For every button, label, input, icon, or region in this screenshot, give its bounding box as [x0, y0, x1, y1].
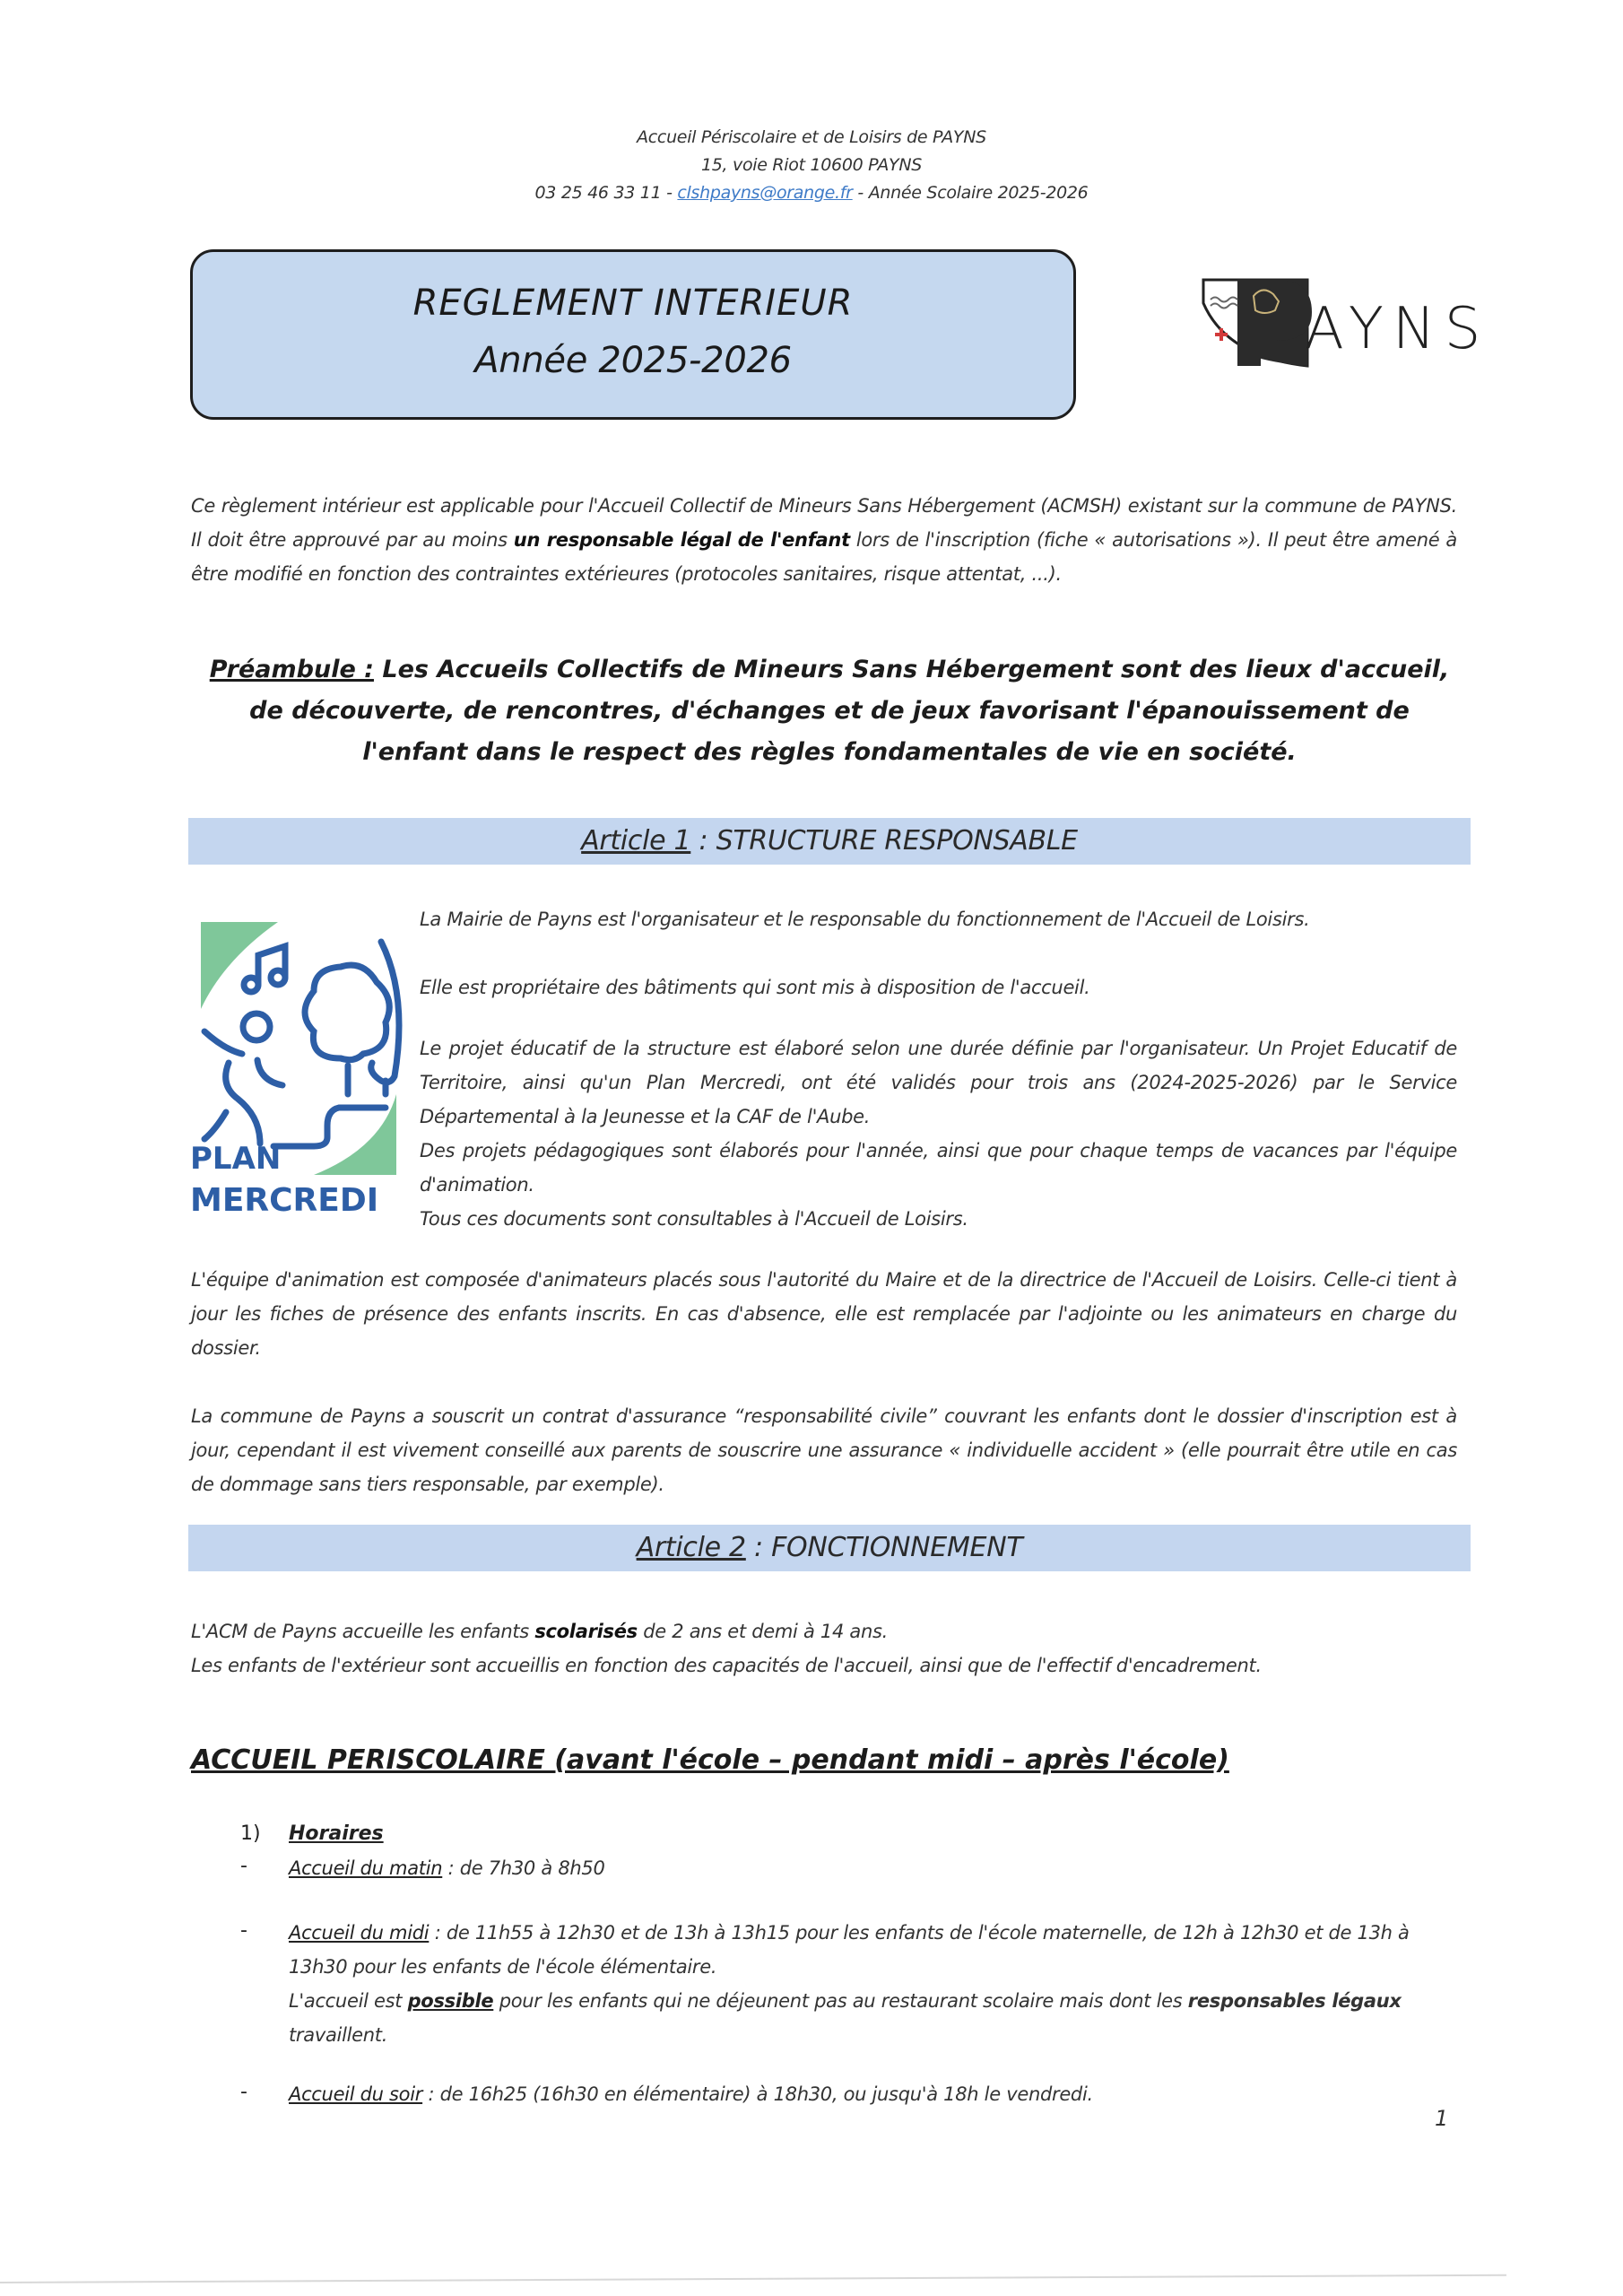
horaire-text: : de 16h25 (16h30 en élémentaire) à 18h30, ou jusqu'à 18h le vendredi. [422, 2083, 1093, 2105]
preamble-label: Préambule : [209, 656, 374, 683]
tree-icon [273, 942, 399, 1146]
article-1-title: STRUCTURE RESPONSABLE [716, 825, 1078, 857]
plan-mercredi-line1: PLAN [190, 1141, 282, 1177]
horaire-label: Accueil du matin [289, 1857, 443, 1879]
midi-note [289, 1984, 1459, 2052]
separator: : [690, 825, 716, 857]
section-horaires-title: Horaires [289, 1822, 384, 1845]
preamble-text: Les Accueils Collectifs de Mineurs Sans Hébergement sont des lieux d'accueil, de découverte, de rencontres, d'échanges et de jeux favorisant l'épanouissement de l'enfant dans le respect des règles fondamentales de vie en société. [249, 656, 1450, 766]
article-2-p2: Les enfants de l'extérieur sont accueillis en fonction des capacités de l'accueil, ainsi que de l'effectif d'encadrement. [191, 1655, 1262, 1676]
article-1-p5: Tous ces documents sont consultables à l'Accueil de Loisirs. [420, 1208, 968, 1230]
article-2-text-cont: de 2 ans et demi à 14 ans. [637, 1621, 888, 1642]
header-address: 15, voie Riot 10600 PAYNS [700, 155, 923, 175]
article-1-p4: Des projets pédagogiques sont élaborés pour l'année, ainsi que pour chaque temps de vacances par l'équipe d'animation. [420, 1140, 1457, 1196]
horaire-label: Accueil du soir [289, 2083, 423, 2105]
article-1-p3: Le projet éducatif de la structure est élaboré selon une durée définie par l'organisateur. Un Projet Educatif de Territoire, ainsi qu'un Plan Mercredi, ont été validés pour trois ans (2024-2025-2026) par le Service Départemental à la Jeunesse et la CAF de l'Aube. [420, 1038, 1457, 1127]
article-1-header [188, 818, 1471, 865]
article-2-text: L'ACM de Payns accueille les enfants [191, 1621, 535, 1642]
article-2-p1 [191, 1614, 1457, 1648]
midi-note-possible: possible [407, 1990, 494, 2012]
intro-text-cont: lors de l'inscription (fiche « autorisations »). Il peut être amené à être modifié en fonction des contraintes extérieures (protocoles sanitaires, risque attentat, ...). [191, 529, 1457, 585]
article-1-p2: Elle est propriétaire des bâtiments qui sont mis à disposition de l'accueil. [420, 977, 1090, 998]
header-contact [0, 179, 1623, 207]
person-icon [204, 1013, 282, 1144]
bullet: - [240, 1855, 247, 1877]
header-school-year: Année Scolaire 2025-2026 [868, 183, 1089, 203]
horaire-item-matin [289, 1851, 1459, 1885]
plan-mercredi-logo [188, 906, 408, 1229]
document-title: REGLEMENT INTERIEUR [412, 283, 854, 324]
intro-text: Ce règlement intérieur est applicable pour l'Accueil Collectif de Mineurs Sans Hébergement (ACMSH) existant sur la commune de PAYNS. Il doit être approuvé par au moins [191, 495, 1457, 551]
plan-mercredi-line2: MERCREDI [190, 1182, 379, 1219]
horaire-item-soir [289, 2077, 1459, 2111]
page-number: 1 [1435, 2106, 1448, 2131]
bullet: - [240, 2081, 247, 2103]
header-org-name: Accueil Périscolaire et de Loisirs de PAYNS [637, 127, 986, 147]
article-2-title: FONCTIONNEMENT [771, 1532, 1023, 1563]
horaire-text: : de 7h30 à 8h50 [442, 1857, 605, 1879]
separator: - [852, 183, 869, 203]
music-note-icon [244, 946, 285, 992]
periscolaire-title: ACCUEIL PERISCOLAIRE (avant l'école – pendant midi – après l'école) [191, 1744, 1229, 1776]
separator: - [661, 183, 678, 203]
article-2-bold: scolarisés [534, 1621, 638, 1642]
midi-note-text-end: travaillent. [289, 2024, 388, 2046]
intro-paragraph [191, 489, 1457, 591]
midi-note-text-cont: pour les enfants qui ne déjeunent pas au restaurant scolaire mais dont les [493, 1990, 1188, 2012]
article-2-label: Article 2 [636, 1532, 746, 1563]
article-1-p7: La commune de Payns a souscrit un contrat d'assurance “responsabilité civile” couvrant les enfants dont le dossier d'inscription est à jour, cependant il est vivement conseillé aux parents de souscrire une assurance « individuelle accident » (elle pourrait être utile en cas de dommage sans tiers responsable, par exemple). [191, 1405, 1457, 1495]
midi-note-text: L'accueil est [289, 1990, 408, 2012]
scan-edge-line [0, 2274, 1506, 2283]
header-phone: 03 25 46 33 11 [534, 183, 662, 203]
separator: : [745, 1532, 772, 1563]
section-number: 1) [240, 1822, 261, 1845]
organization-header [0, 124, 1623, 207]
article-1-p1: La Mairie de Payns est l'organisateur et le responsable du fonctionnement de l'Accueil de Loisirs. [420, 909, 1310, 930]
bullet: - [240, 1919, 247, 1942]
article-1-label: Article 1 [581, 825, 691, 857]
preamble [206, 649, 1453, 773]
title-box [190, 249, 1076, 420]
intro-bold: un responsable légal de l'enfant [513, 529, 850, 551]
document-year: Année 2025-2026 [474, 340, 792, 381]
horaire-item-midi [289, 1916, 1459, 1984]
green-corner-top [201, 922, 278, 1009]
horaire-text: : de 11h55 à 12h30 et de 13h à 13h15 pour les enfants de l'école maternelle, de 12h à 12h30 et de 13h à 13h30 pour les enfants de l'école élémentaire. [289, 1922, 1410, 1978]
midi-note-bold: responsables légaux [1187, 1990, 1402, 2012]
payns-logo-text: AYNS [1305, 296, 1490, 362]
email-link[interactable]: clshpayns@orange.fr [677, 183, 853, 203]
article-1-p6: L'équipe d'animation est composée d'animateurs placés sous l'autorité du Maire et de la directrice de l'Accueil de Loisirs. Celle-ci tient à jour les fiches de présence des enfants inscrits. En cas d'absence, elle est remplacée par l'adjointe ou les animateurs en charge du dossier. [191, 1269, 1457, 1359]
article-2-header [188, 1525, 1471, 1571]
horaire-label: Accueil du midi [289, 1922, 430, 1944]
